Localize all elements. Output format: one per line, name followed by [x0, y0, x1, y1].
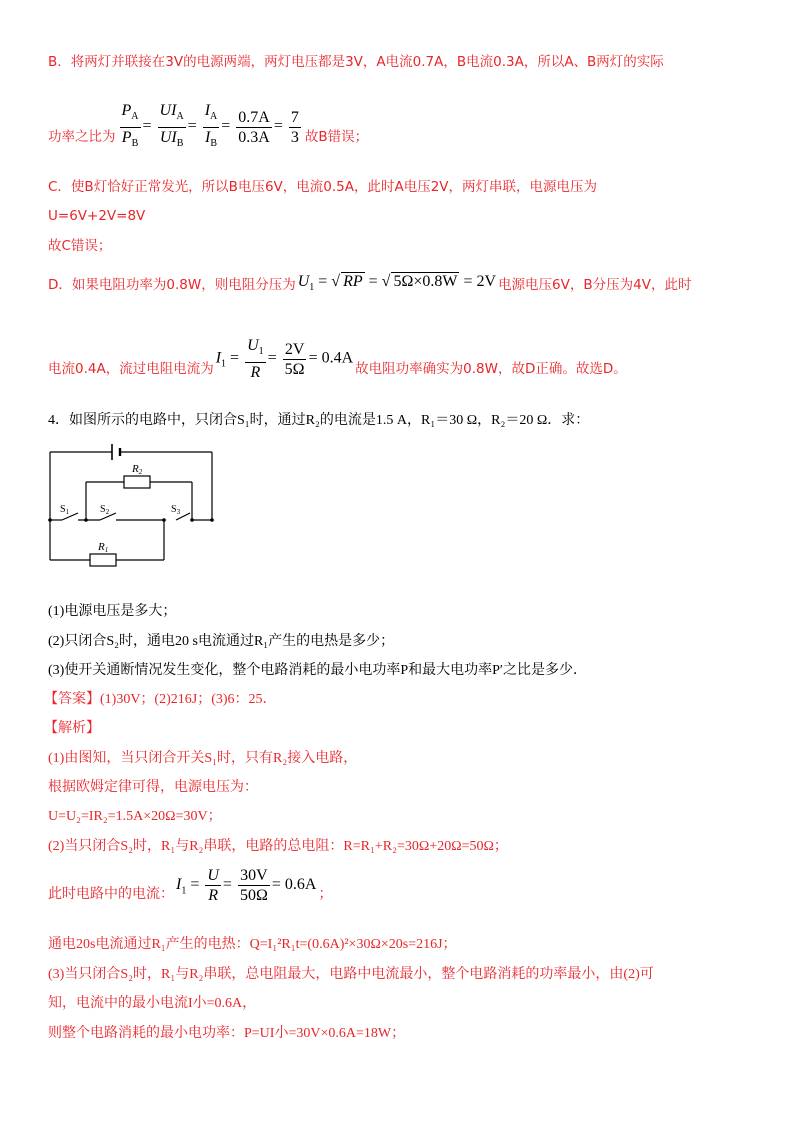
circuit-diagram — [40, 440, 240, 575]
analysis-tag: 【解析】 — [44, 721, 100, 736]
s3-label: $S_3$ — [171, 504, 181, 516]
voltage-formula: $U_1$ = √ RP = √ 5Ω×0.8W = 2V — [297, 273, 497, 294]
q4-sub2: (2)只闭合S₂时，通电20 s电流通过R₁产生的电热是多少； — [48, 634, 395, 649]
ratio-prefix: 功率之比为 — [48, 129, 116, 145]
solution-l1: (1)由图知，当只闭合开关S₁时，只有R₂接入电路， — [48, 751, 358, 766]
solution-l6: 通电20s电流通过R₁产生的电热：Q=I₁²R₁t=(0.6A)²×30Ω×20s=216J； — [48, 937, 457, 952]
solution-l3: U=U₂=IR₂=1.5A×20Ω=30V； — [48, 809, 222, 824]
power-ratio-formula: $\frac{P_A}{P_B}$ = $\frac{UI_A}{UI_B}$ = $\frac{I_A}{I_B}$ = $\frac{0.7A}{0.3A}$ = $\frac{7}{3}$ — [121, 102, 299, 149]
current-formula: $I_1$ = $\frac{U_1}{R}$ = $\frac{2V}{5\Omega}$ = 0.4A — [215, 337, 354, 381]
q4-sub3: (3)使开关通断情况发生变化，整个电路消耗的最小电功率P和最大电功率P′之比是多少． — [48, 663, 587, 678]
option-b-line: B．将两灯并联接在3V的电源两端，两灯电压都是3V，A电流0.7A，B电流0.3A，所以A、B两灯的实际 — [48, 54, 664, 70]
solution-l9: 则整个电路消耗的最小电功率：P=UI小=30V×0.6A=18W； — [48, 1026, 406, 1041]
solution-l2: 根据欧姆定律可得，电源电压为： — [48, 780, 258, 795]
r2-label: R2 — [132, 463, 143, 476]
option-c-line3: 故C错误； — [48, 238, 112, 254]
option-c-line1: C．使B灯恰好正常发光，所以B电压6V，电流0.5A，此时A电压2V，两灯串联，电源电压为 — [48, 179, 598, 195]
answer-text: (1)30V；(2)216J；(3)6：25． — [100, 692, 277, 707]
q4-sub1: (1)电源电压是多大； — [48, 604, 177, 619]
answer-line — [44, 691, 277, 709]
option-d-line2: 电流0.4A，流过电阻电流为 $I_1$ = $\frac{U_1}{R}$ = $\frac{2V}{5\Omega}$ = 0.4A 故电阻功率确实为0.8W，故D正确。故选D。 — [48, 337, 627, 381]
q4-stem: 4．如图所示的电路中，只闭合S₁时，通过R₂的电流是1.5 A，R₁＝30 Ω，R₂＝20 Ω．求： — [48, 413, 590, 428]
option-c-line2: U=6V+2V=8V — [48, 208, 146, 224]
circuit-current-formula: $I_1$ = $\frac{U}{R}$ = $\frac{30V}{50\Omega}$ = 0.6A — [176, 866, 317, 904]
ratio-suffix: 故B错误； — [304, 129, 369, 145]
r1-label: R1 — [98, 541, 109, 554]
s1-label: $S_1$ — [60, 504, 70, 516]
solution-l7: (3)当只闭合S₂时，R₁与R₂串联，总电阻最大，电路中电流最小，整个电路消耗的功率最小，由(2)可 — [48, 967, 654, 982]
answer-tag: 【答案】 — [44, 692, 100, 707]
option-b-ratio-line — [48, 104, 368, 150]
solution-l8: 知，电流中的最小电流I小=0.6A， — [48, 996, 257, 1011]
solution-l5: 此时电路中的电流： $I_1$ = $\frac{U}{R}$ = $\frac{30V}{50\Omega}$ = 0.6A ； — [48, 866, 333, 904]
option-d-line1: D．如果电阻功率为0.8W，则电阻分压为 $U_1$ = √ RP = √ 5Ω×0.8W = 2V 电源电压6V，B分压为4V，此时 — [48, 270, 691, 300]
s2-label: $S_2$ — [100, 504, 110, 516]
solution-l4: (2)当只闭合S₂时，R₁与R₂串联，电路的总电阻：R=R₁+R₂=30Ω+20Ω=50Ω； — [48, 839, 508, 854]
